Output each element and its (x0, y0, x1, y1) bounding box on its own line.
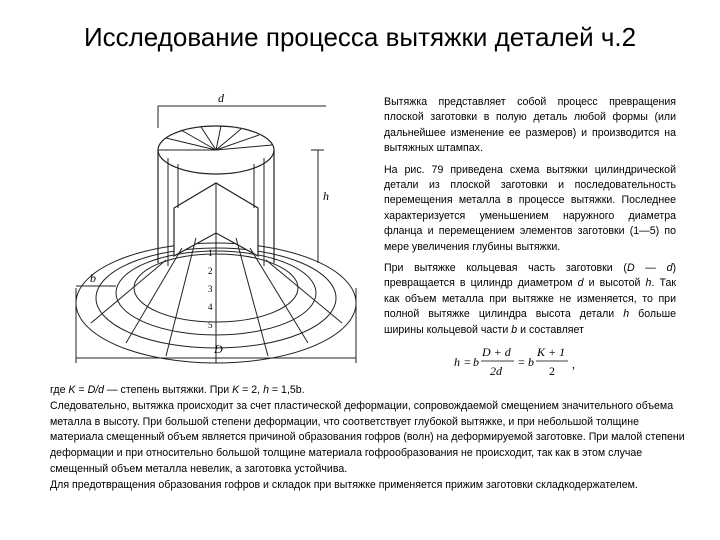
zone-number: 2 (208, 266, 213, 276)
zone-number: 1 (208, 248, 213, 258)
formula-h (452, 342, 592, 382)
bottom-paragraph-3: Для предотвращения образования гофров и складок при вытяжке применяется прижим заготовки складкодержателем. (50, 478, 638, 491)
svg-text:D + d: D + d (482, 345, 511, 359)
svg-text:b: b (528, 355, 534, 369)
right-text-column (384, 95, 676, 344)
svg-text:=: = (464, 355, 471, 369)
svg-text:2d: 2d (490, 364, 502, 378)
label-b: b (90, 271, 96, 285)
svg-text:=: = (518, 355, 525, 369)
paragraph-2: На рис. 79 приведена схема вытяжки цилиндрической детали из плоской заготовки и последовательность перемещения металла в процессе вытяжки. Последнее характеризуется уменьшением наружного диаметра фланца и перемещением элементов заготовки (1—5) по мере увеличения глубины вытяжки. (384, 163, 676, 253)
bottom-text-block (50, 383, 690, 494)
svg-text:2: 2 (549, 364, 555, 378)
zone-number: 5 (208, 320, 213, 330)
slide-title: Исследование процесса вытяжки деталей ч.2 (83, 22, 637, 52)
bottom-line-1: где K = D/d — степень вытяжки. При K = 2, h = 1,5b. (50, 384, 305, 396)
svg-text:K + 1: K + 1 (537, 345, 566, 359)
paragraph-1: Вытяжка представляет собой процесс превращения плоской заготовки в полую деталь любой формы (или дальнейшее изменение ее размеров) и производится на вытяжных штампах. (384, 96, 676, 155)
paragraph-3: При вытяжке кольцевая часть заготовки (D — d) превращается в цилиндр диаметром d и высотой h. Так как объем металла при вытяжке не изменяется, то при полной вытяжке цилиндра высота детали h больше ширины кольцевой части b и составляет (384, 262, 677, 336)
label-h: h (323, 189, 329, 203)
svg-text:b: b (473, 355, 479, 369)
zone-number: 3 (208, 284, 213, 294)
label-d: d (218, 91, 224, 105)
svg-text:h: h (454, 355, 460, 369)
drawing-diagram (56, 88, 368, 380)
label-D: D (214, 342, 223, 356)
bottom-paragraph-2: Следовательно, вытяжка происходит за счет пластической деформации, сопровождаемой смещением значительного объема металла в высоту. При большой степени деформации, что соответствует глубокой вытяжке, и при небольшой толщине материала смещенный объем является причиной образования гофров (волн) на деформируемой заготовке. При малой степени деформации и при относительно большой толщине материала гофрообразования не происходит, так как в этом случае смещенный объем металла невелик, а заготовка устойчива. (50, 399, 685, 475)
zone-number: 4 (208, 302, 213, 312)
svg-text:,: , (572, 357, 575, 371)
